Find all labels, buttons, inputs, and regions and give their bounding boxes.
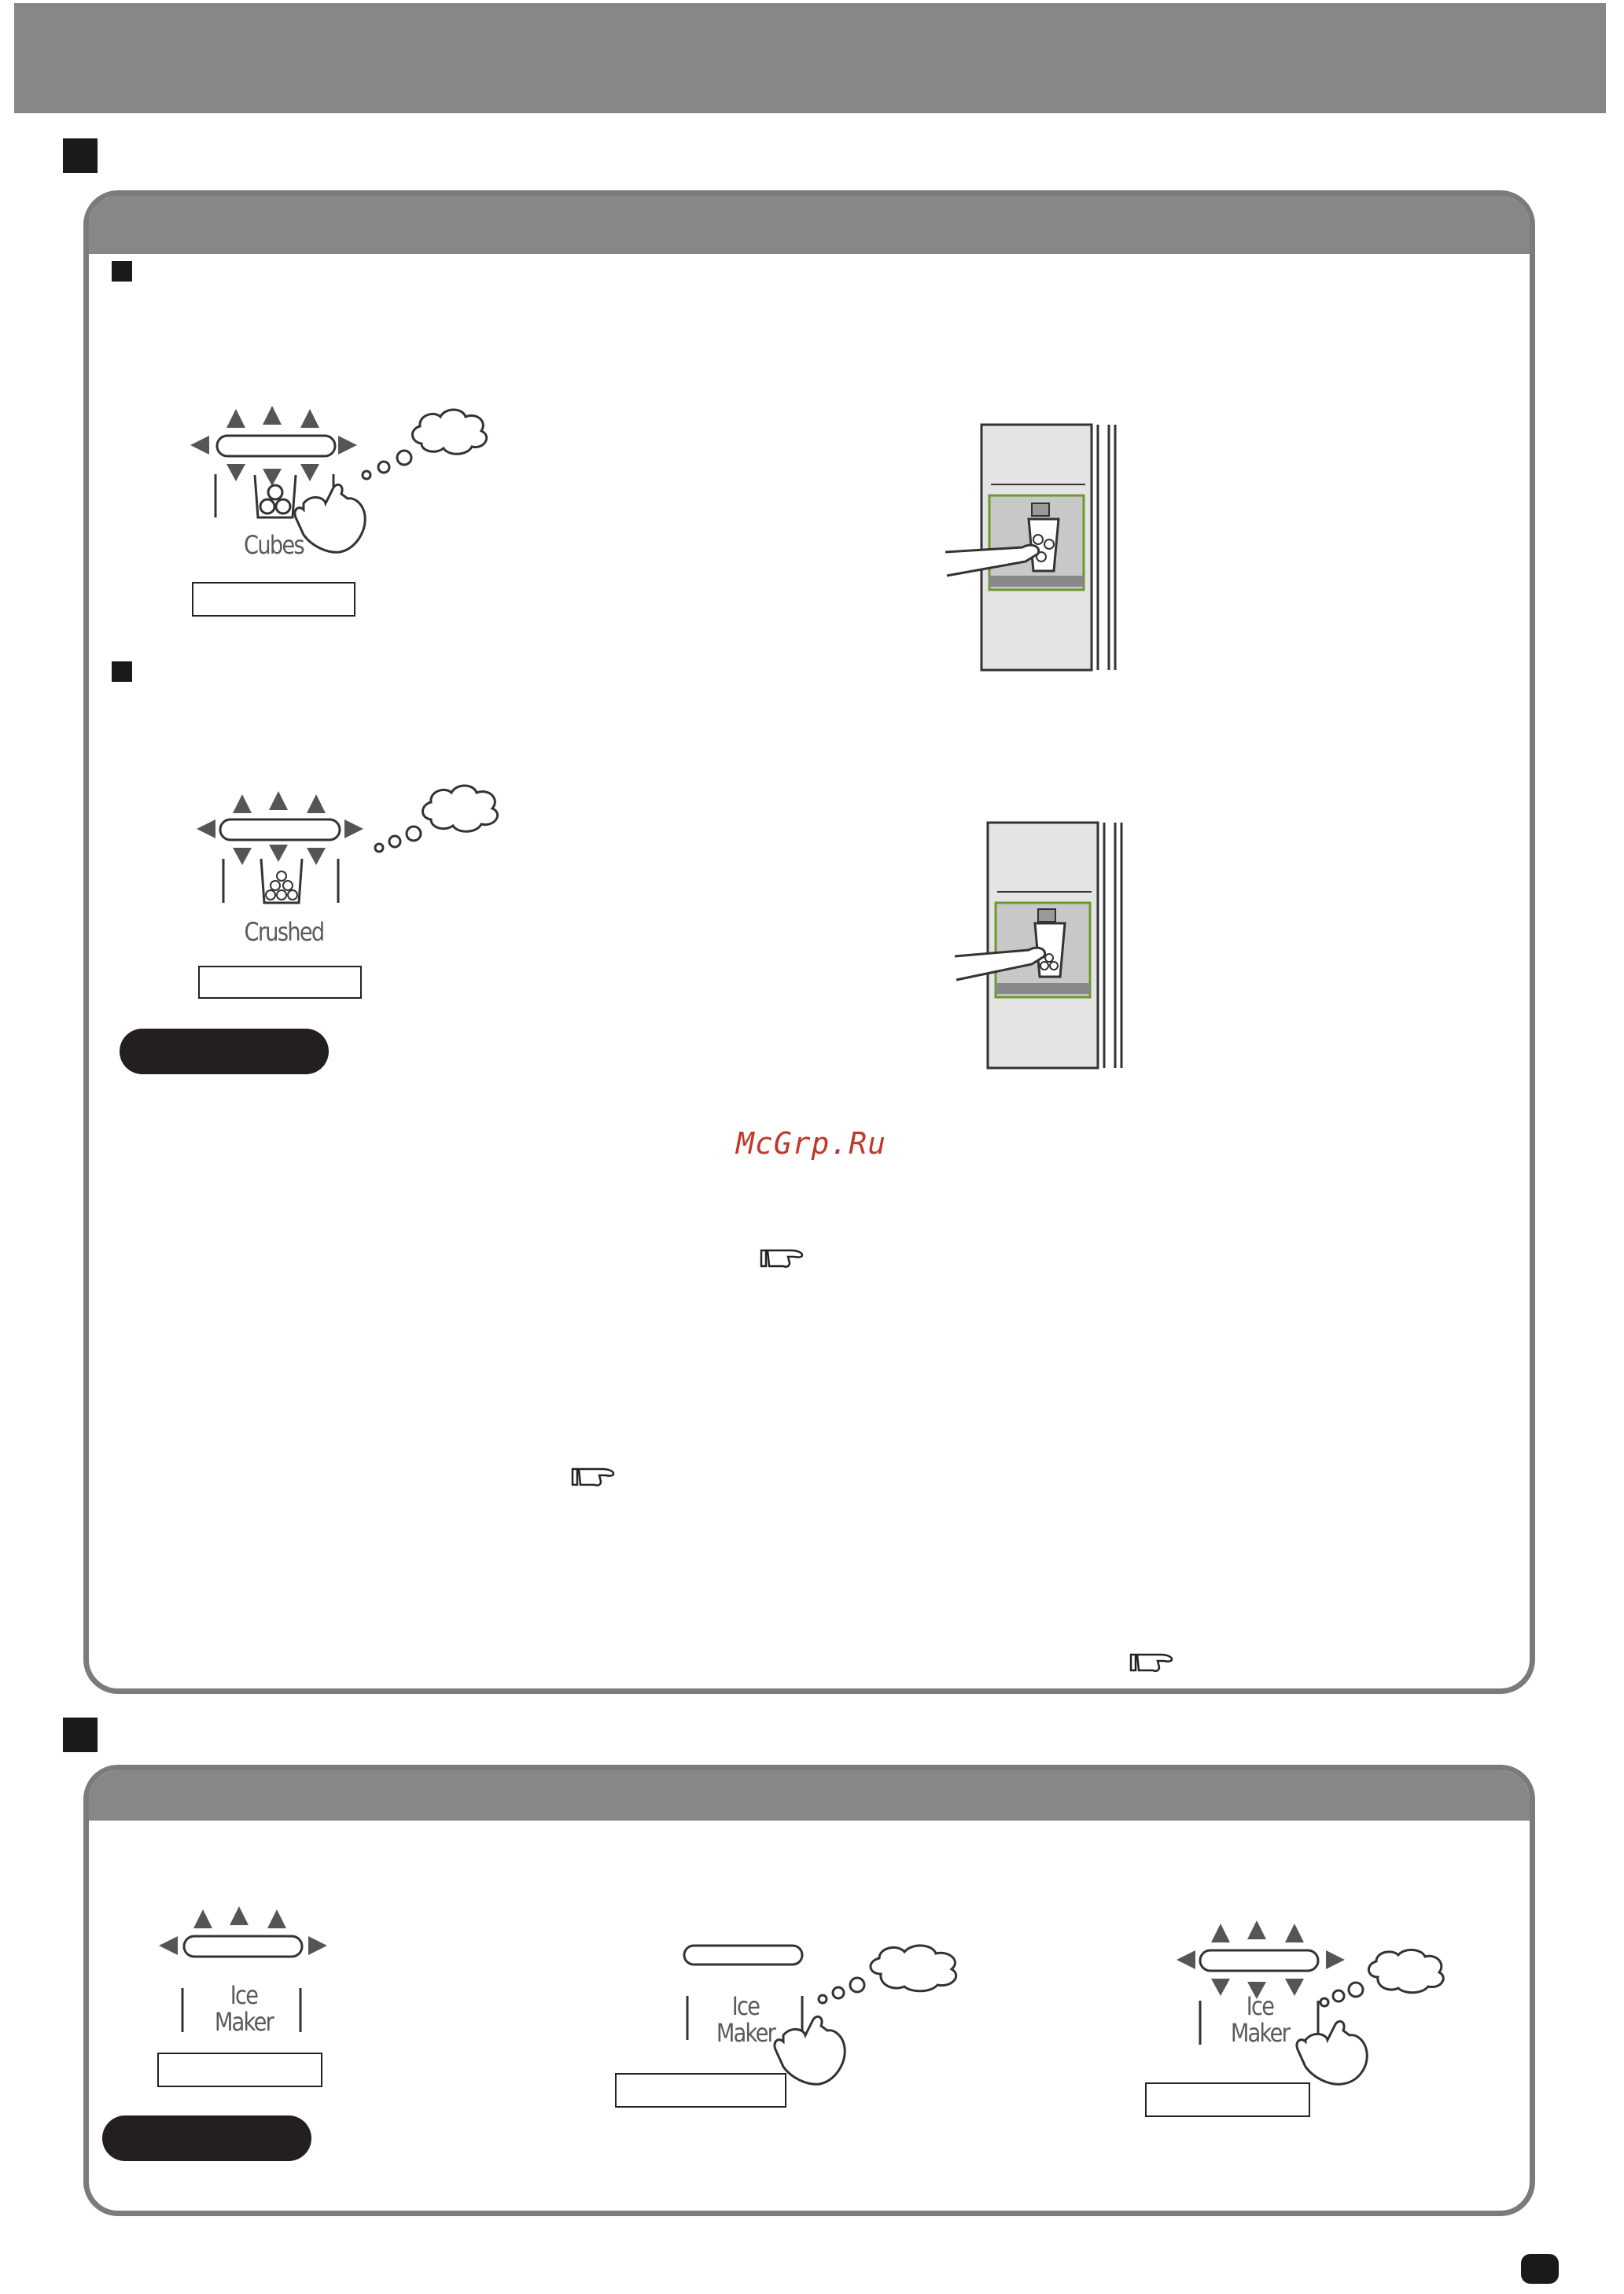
thought-cloud-icon [412,410,486,454]
thought-cloud-icon [423,786,498,831]
crushed-label: Crushed [244,917,324,947]
subsection-marker-cubes [112,261,132,282]
ice-maker-label-line1: Ice [731,1991,760,2021]
panel-header [89,196,1530,254]
pointing-hand-icon [571,1464,615,1488]
page-number-badge [1521,2254,1559,2284]
ice-maker-caption-box-1 [157,2053,322,2087]
ice-maker-label-line1: Ice [230,1980,258,2010]
section-marker-2 [63,1718,98,1752]
watermark: McGrp.Ru [736,1126,887,1161]
thought-cloud-icon [1368,1950,1443,1992]
note-pill [102,2115,311,2161]
dispenser-cubes-illustration [944,422,1137,675]
indicator-light [1200,1950,1318,1971]
subsection-marker-crushed [112,661,132,682]
hand-press-icon [1297,2021,1367,2084]
ice-maker-label-line1: Ice [1246,1991,1274,2021]
ice-maker-label-line2: Maker [214,2007,274,2037]
crushed-caption-box [198,966,362,999]
panel-header [89,1770,1530,1821]
pointing-hand-icon [760,1246,804,1269]
ray-icon [226,409,245,428]
indicator-light [220,819,340,840]
cubes-caption-box [192,582,355,617]
header-band [14,3,1606,113]
ice-maker-caption-box-2 [615,2073,786,2108]
cubes-label: Cubes [244,530,304,560]
ice-maker-label-line2: Maker [1230,2018,1290,2048]
ice-maker-caption-box-3 [1145,2082,1310,2117]
pointing-hand-icon [1129,1650,1173,1674]
dispenser-crushed-illustration [950,819,1143,1073]
note-pill [120,1029,329,1074]
thought-cloud-icon [871,1946,956,1991]
indicator-light [684,1946,802,1964]
ice-maker-lit-press-illustration [1172,1914,1486,2087]
indicator-light [184,1936,302,1957]
section-marker-1 [63,138,98,173]
indicator-light [217,436,335,456]
ice-maker-label-line2: Maker [716,2018,775,2048]
